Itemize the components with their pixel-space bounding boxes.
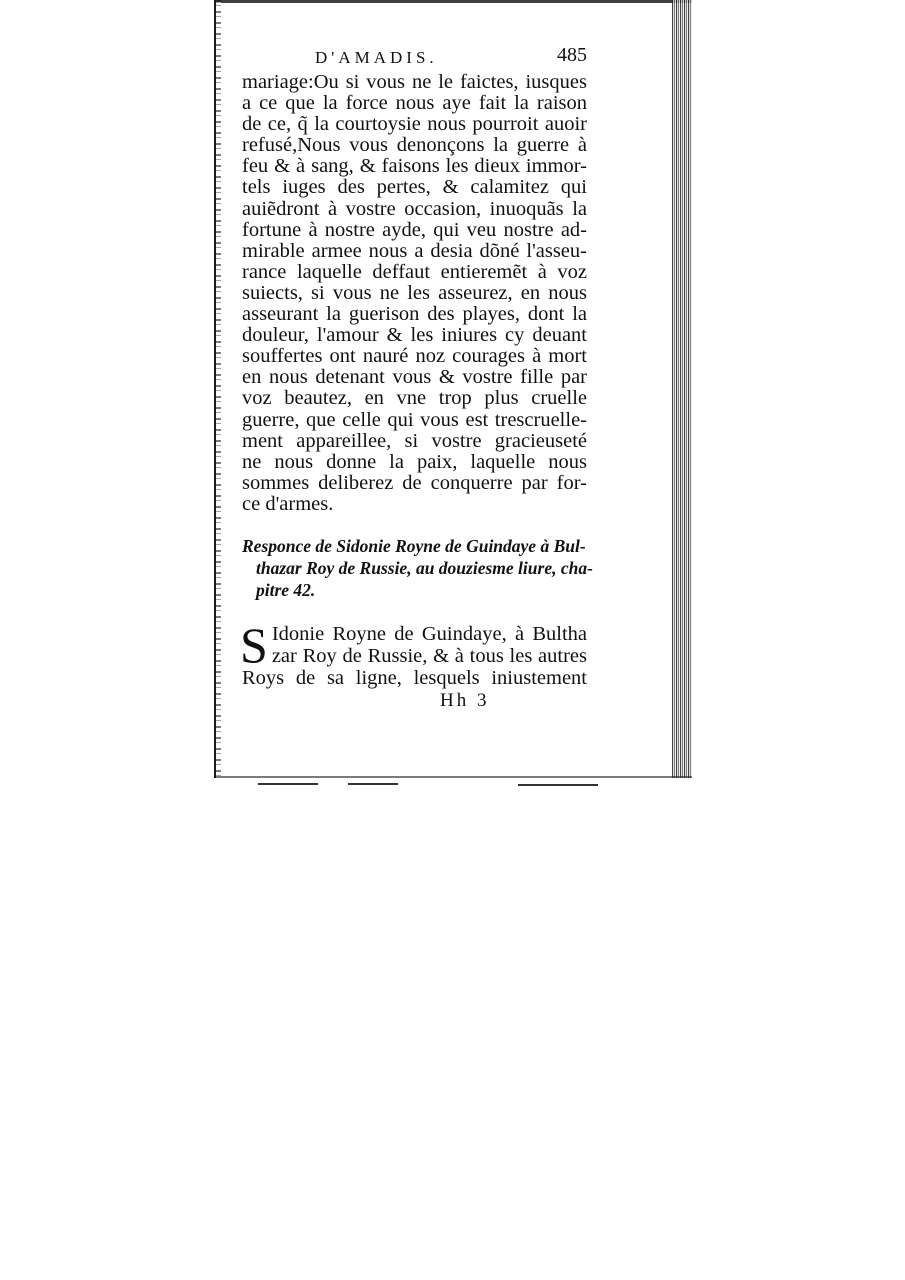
- text-line: fortune à nostre ayde, qui veu nostre ad-: [242, 218, 587, 241]
- heading-line: pitre 42.: [256, 579, 316, 600]
- text-line: souffertes ont nauré noz courages à mort: [242, 345, 587, 368]
- scan-dash: [348, 783, 398, 785]
- text-line: rance laquelle deffaut entieremẽt à voz: [242, 260, 587, 283]
- page-fore-edge: [672, 0, 692, 778]
- drop-cap: S: [240, 616, 268, 673]
- text-line: feu & à sang, & faisons les dieux immor-: [242, 155, 587, 178]
- text-line: asseurant la guerison des playes, dont la: [242, 303, 587, 326]
- text-line: douleur, l'amour & les iniures cy deuant: [242, 324, 587, 347]
- letter-opening: [240, 616, 587, 689]
- heading-line: thazar Roy de Russie, au douziesme liure, cha-: [256, 557, 593, 578]
- scan-dash: [518, 784, 598, 786]
- letter-line: zar Roy de Russie, & à tous les autres: [271, 644, 587, 667]
- text-line: de ce, q̃ la courtoysie nous pourroit auoir: [242, 113, 587, 136]
- text-line: mariage:Ou si vous ne le faictes, iusques: [242, 71, 587, 93]
- text-line: ce d'armes.: [242, 492, 334, 515]
- text-line: guerre, que celle qui vous est trescruelle-: [242, 408, 587, 431]
- scan-dash: [258, 783, 318, 785]
- text-line: refusé,Nous vous denonçons la guerre à: [242, 134, 587, 157]
- heading-line: Responce de Sidonie Royne de Guindaye à Bul-: [242, 535, 586, 556]
- page-top-edge: [216, 0, 692, 3]
- page-number: 485: [557, 44, 587, 66]
- text-line: en nous detenant vous & vostre fille par: [242, 366, 587, 389]
- running-head: [242, 44, 587, 72]
- text-line: suiects, si vous ne les asseurez, en nous: [242, 281, 587, 304]
- text-line: ment appareillee, si vostre gracieuseté: [242, 429, 587, 452]
- text-line: ne nous donne la paix, laquelle nous: [242, 450, 587, 473]
- signature-mark: Hh 3: [440, 689, 490, 711]
- page-left-edge: [216, 0, 221, 778]
- running-head-title: D'AMADIS.: [315, 48, 438, 67]
- letter-line: Roys de sa ligne, lesquels iniustement: [242, 666, 587, 689]
- scan-artifacts: [218, 778, 658, 808]
- page-content: [240, 44, 593, 712]
- text-line: a ce que la force nous aye fait la raison: [242, 92, 587, 115]
- body-paragraph: [242, 72, 587, 515]
- text-line: tels iuges des pertes, & calamitez qui: [242, 176, 587, 199]
- text-line: mirable armee nous a desia dõné l'asseu-: [242, 239, 587, 262]
- section-heading: [242, 535, 593, 601]
- text-line: voz beautez, en vne trop plus cruelle: [242, 387, 587, 410]
- text-line: sommes deliberez de conquerre par for-: [242, 471, 587, 494]
- letter-line: Idonie Royne de Guindaye, à Bultha: [271, 622, 587, 645]
- text-line: auiẽdront à vostre occasion, inuoquãs la: [242, 197, 587, 220]
